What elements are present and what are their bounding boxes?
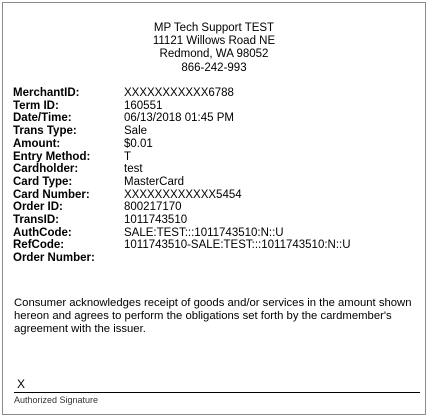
merchant-name: MP Tech Support TEST [153,22,275,34]
field-row-card-number [13,189,423,202]
field-value: 1011743510 [124,214,188,227]
field-value: 06/13/2018 01:45 PM [124,112,234,125]
field-label: Amount: [13,137,61,150]
field-value: 160551 [124,99,163,112]
field-label: Trans Type: [13,125,77,138]
field-row-auth-code [13,227,423,240]
merchant-header [3,22,425,75]
signature-mark: X [17,377,26,391]
field-row-trans-id [13,214,423,227]
field-label: Order ID: [13,201,63,214]
field-row-term-id [13,100,423,113]
field-label: Term ID: [13,99,59,112]
field-value: 1011743510-SALE:TEST:::1011743510:N::U [124,239,351,252]
field-label: Order Number: [13,252,95,265]
field-label: Card Number: [13,188,90,201]
signature-caption: Authorized Signature [14,395,99,405]
field-label: Date/Time: [13,112,72,125]
field-row-ref-code [13,239,423,252]
field-label: MerchantID: [13,87,80,99]
field-label: Cardholder: [13,163,79,176]
field-value: XXXXXXXXXXXX5454 [124,188,242,201]
field-value: MasterCard [124,175,185,188]
field-row-card-type [13,176,423,189]
merchant-phone: 866-242-993 [181,61,247,74]
field-label: AuthCode: [13,226,72,239]
field-value: test [124,163,143,176]
consumer-disclaimer: Consumer acknowledges receipt of goods and/or services in the amount shown hereon and agrees to perform the obligations set forth by the cardmember's agreement with the issuer. [14,297,412,336]
field-row-cardholder [13,163,423,176]
field-row-trans-type [13,125,423,138]
field-value: Sale [124,125,148,138]
merchant-address-line2: Redmond, WA 98052 [159,48,269,61]
field-row-entry-method [13,151,423,164]
receipt [2,2,426,415]
field-row-merchant-id [13,87,423,100]
field-label: Entry Method: [13,150,91,163]
field-row-order-number [13,252,423,265]
field-row-order-id [13,201,423,214]
merchant-address-line1: 11121 Willows Road NE [152,35,276,48]
field-label: TransID: [13,214,60,227]
field-row-date-time [13,112,423,125]
field-value: XXXXXXXXXXX6788 [124,87,234,99]
field-value: SALE:TEST:::1011743510:N::U [124,226,284,239]
transaction-details [13,87,423,265]
field-value [124,252,423,265]
signature-line [14,392,420,393]
field-value: 800217170 [124,201,182,214]
field-value: $0.01 [124,137,153,150]
field-label: RefCode: [13,239,65,252]
field-label: Card Type: [13,175,73,188]
field-row-amount [13,138,423,151]
field-value: T [124,150,132,163]
